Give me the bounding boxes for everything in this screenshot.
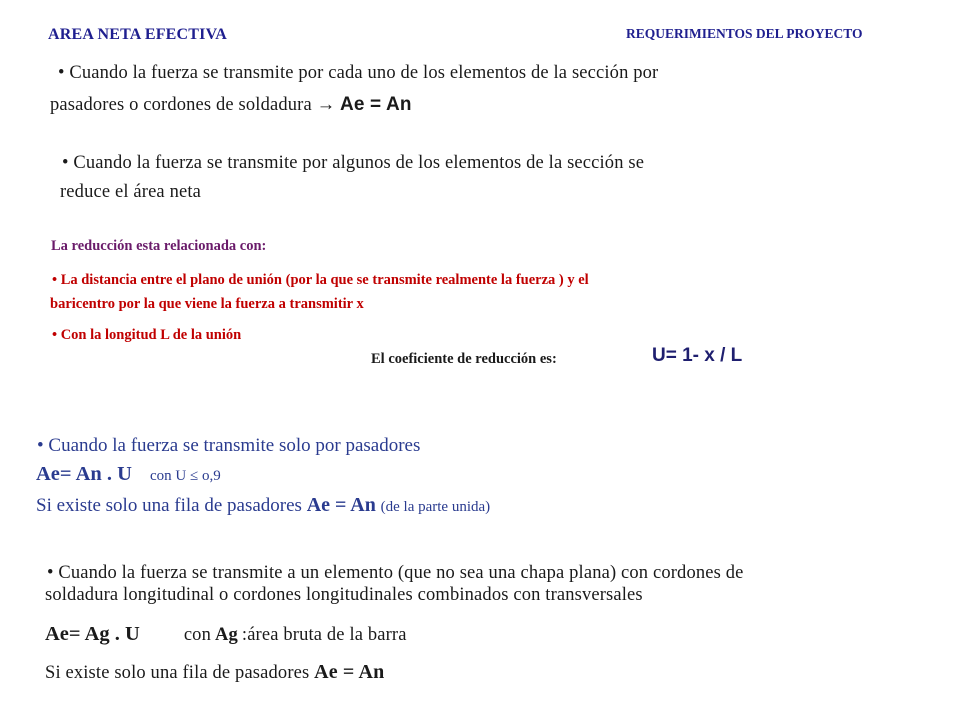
section2-line2: reduce el área neta: [60, 182, 201, 202]
section4-ag: Ag: [214, 625, 238, 645]
section4-formula-row: [45, 623, 407, 646]
section3-row-text: Si existe solo una fila de pasadores: [36, 495, 302, 516]
section4-row-formula: Ae = An: [314, 661, 385, 683]
page-title: AREA NETA EFECTIVA: [48, 26, 228, 43]
section1-line2-wrap: [50, 94, 412, 116]
section3-condition: con U ≤ o,9: [149, 468, 221, 484]
coef-label: El coeficiente de reducción es:: [371, 351, 557, 367]
arrow-icon: →: [316, 95, 336, 115]
reduction-item1-line1: • La distancia entre el plano de unión (por la que se transmite realmente la fuerza ) y el: [52, 272, 589, 288]
section4-con: con: [183, 625, 211, 645]
section3-line1: • Cuando la fuerza se transmite solo por pasadores: [37, 435, 421, 456]
reduction-item1-line2: baricentro por la que viene la fuerza a transmitir x: [50, 296, 364, 312]
section1-line2: pasadores o cordones de soldadura: [50, 95, 312, 115]
section3-row: [36, 494, 490, 517]
section1-formula: Ae = An: [340, 94, 412, 115]
section4-row: [45, 661, 384, 684]
section4-row-text: Si existe solo una fila de pasadores: [45, 663, 310, 683]
section4-ag-desc: :área bruta de la barra: [241, 625, 407, 645]
section1-line1: • Cuando la fuerza se transmite por cada uno de los elementos de la sección por: [58, 63, 659, 83]
section4-line1: • Cuando la fuerza se transmite a un elemento (que no sea una chapa plana) con cordones de: [47, 563, 744, 583]
section3-row-note: (de la parte unida): [380, 499, 491, 515]
section3-formula-row: [36, 463, 221, 486]
section2-line1: • Cuando la fuerza se transmite por algunos de los elementos de la sección se: [62, 153, 645, 173]
coef-formula: U= 1- x / L: [652, 345, 743, 366]
section3-formula: Ae= An . U: [36, 463, 132, 485]
section4-line2: soldadura longitudinal o cordones longitudinales combinados con transversales: [45, 585, 643, 605]
reduction-heading: La reducción esta relacionada con:: [51, 238, 267, 254]
section3-row-formula: Ae = An: [306, 494, 376, 516]
requirements-label: REQUERIMIENTOS DEL PROYECTO: [626, 26, 863, 41]
reduction-item2: • Con la longitud L de la unión: [52, 327, 242, 343]
section4-formula: Ae= Ag . U: [45, 623, 140, 645]
